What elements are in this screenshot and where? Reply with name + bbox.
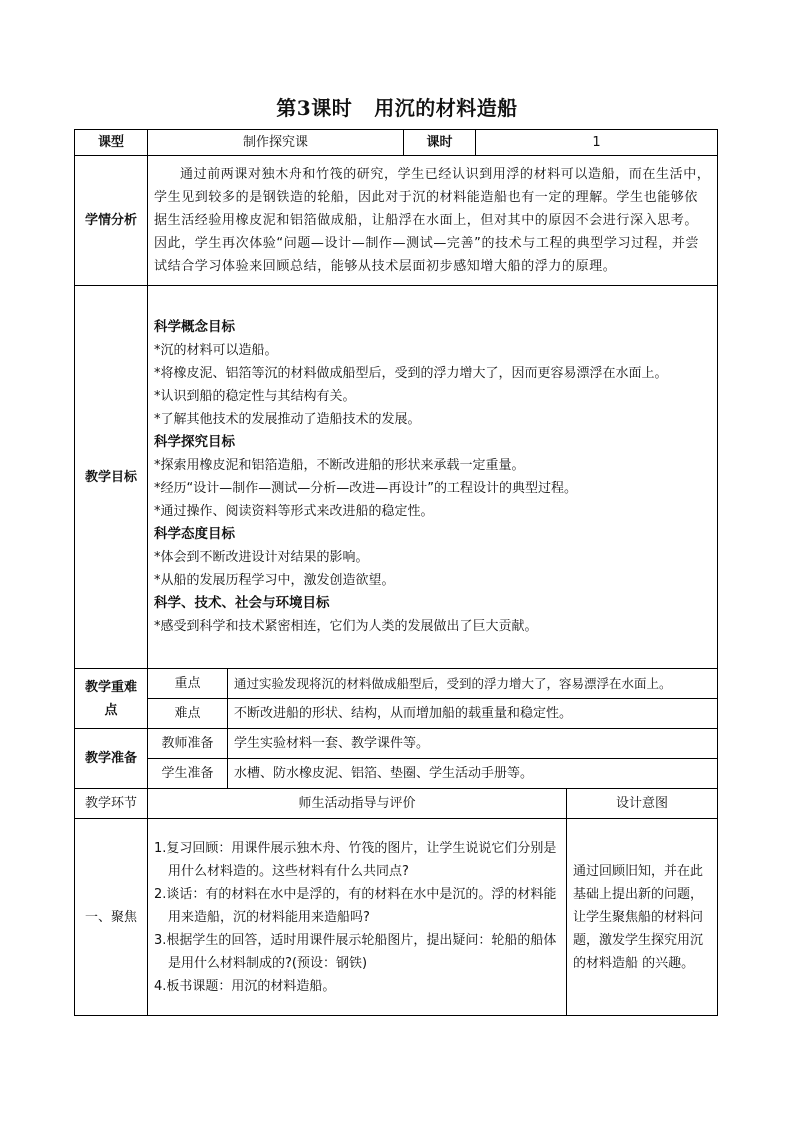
analysis-label: 学情分析 bbox=[75, 156, 148, 286]
hours-label: 课时 bbox=[404, 130, 476, 156]
focus-intent: 通过回顾旧知，并在此基础上提出新的问题，让学生聚焦船的材料问题，激发学生探究用沉的材料造船 的兴趣。 bbox=[567, 819, 718, 1016]
lesson-topic: 用沉的材料造船 bbox=[374, 96, 518, 120]
analysis-row bbox=[75, 156, 718, 286]
lesson-plan-table bbox=[74, 129, 718, 1016]
activity-item: 1.复习回顾：用课件展示独木舟、竹筏的图片，让学生说说它们分别是用什么材料造的。这些材料有什么共同点? bbox=[154, 840, 557, 879]
goal-item: *感受到科学和技术紧密相连，它们为人类的发展做出了巨大贡献。 bbox=[154, 619, 538, 634]
info-row bbox=[75, 130, 718, 156]
goals-content bbox=[148, 286, 718, 669]
goal-item: *从船的发展历程学习中，激发创造欲望。 bbox=[154, 573, 395, 588]
difficulty-text: 不断改进船的形状、结构，从而增加船的载重量和稳定性。 bbox=[228, 699, 718, 729]
type-value: 制作探究课 bbox=[148, 130, 404, 156]
hours-value: 1 bbox=[476, 130, 718, 156]
focus-stage-row bbox=[75, 819, 718, 1016]
goals-label: 教学目标 bbox=[75, 286, 148, 669]
goal-item: *沉的材料可以造船。 bbox=[154, 343, 278, 358]
goal-item: *通过操作、阅读资料等形式来改进船的稳定性。 bbox=[154, 504, 434, 519]
process-header-row bbox=[75, 789, 718, 819]
teacher-prep-text: 学生实验材料一套、教学课件等。 bbox=[228, 729, 718, 759]
focus-stage-label: 一、聚焦 bbox=[75, 819, 148, 1016]
activity-column-header: 师生活动指导与评价 bbox=[148, 789, 567, 819]
activity-item: 3.根据学生的回答，适时用课件展示轮船图片，提出疑问：轮船的船体是用什么材料制成的?(预设：钢铁) bbox=[154, 932, 557, 971]
student-prep-row bbox=[75, 759, 718, 789]
key-point-text: 通过实验发现将沉的材料做成船型后，受到的浮力增大了，容易漂浮在水面上。 bbox=[228, 669, 718, 699]
activity-item: 2.谈话：有的材料在水中是浮的，有的材料在水中是沉的。浮的材料能用来造船，沉的材料能用来造船吗? bbox=[154, 886, 557, 925]
analysis-text: 通过前两课对独木舟和竹筏的研究，学生已经认识到用浮的材料可以造船，而在生活中，学生见到较多的是钢铁造的轮船，因此对于沉的材料能造船也有一定的理解。学生也能够依据生活经验用橡皮泥和铝箔做成船，让船浮在水面上，但对其中的原因不会进行深入思考。因此，学生再次体验“问题—设计—制作—测试—完善”的技术与工程的典型学习过程，并尝试结合学习体验来回顾总结，能够从技术层面初步感知增大船的浮力的原理。 bbox=[148, 156, 718, 286]
page-title bbox=[0, 92, 794, 121]
goal-item: *将橡皮泥、铝箔等沉的材料做成船型后，受到的浮力增大了，因而更容易漂浮在水面上。 bbox=[154, 366, 668, 381]
goals-row bbox=[75, 286, 718, 669]
prep-label: 教学准备 bbox=[75, 729, 148, 789]
keypoints-label: 教学重难点 bbox=[75, 669, 148, 729]
difficulty-row bbox=[75, 699, 718, 729]
teacher-prep-label: 教师准备 bbox=[148, 729, 228, 759]
attitude-goals-title: 科学态度目标 bbox=[154, 526, 235, 542]
goal-item: *认识到船的稳定性与其结构有关。 bbox=[154, 389, 356, 404]
student-prep-label: 学生准备 bbox=[148, 759, 228, 789]
concept-goals-title: 科学概念目标 bbox=[154, 319, 235, 335]
sts-goals-title: 科学、技术、社会与环境目标 bbox=[154, 595, 330, 611]
stage-column-header: 教学环节 bbox=[75, 789, 148, 819]
teacher-prep-row bbox=[75, 729, 718, 759]
difficulty-label: 难点 bbox=[148, 699, 228, 729]
goal-item: *体会到不断改进设计对结果的影响。 bbox=[154, 550, 369, 565]
goal-item: *探索用橡皮泥和铝箔造船，不断改进船的形状来承载一定重量。 bbox=[154, 458, 525, 473]
goal-item: *经历“设计—制作—测试—分析—改进—再设计”的工程设计的典型过程。 bbox=[154, 481, 577, 496]
type-label: 课型 bbox=[75, 130, 148, 156]
key-point-label: 重点 bbox=[148, 669, 228, 699]
focus-activities bbox=[148, 819, 567, 1016]
key-point-row bbox=[75, 669, 718, 699]
student-prep-text: 水槽、防水橡皮泥、铝箔、垫圈、学生活动手册等。 bbox=[228, 759, 718, 789]
intent-column-header: 设计意图 bbox=[567, 789, 718, 819]
inquiry-goals-title: 科学探究目标 bbox=[154, 434, 235, 450]
lesson-number: 第3课时 bbox=[276, 96, 353, 120]
activity-item: 4.板书课题：用沉的材料造船。 bbox=[154, 978, 336, 994]
goal-item: *了解其他技术的发展推动了造船技术的发展。 bbox=[154, 412, 421, 427]
